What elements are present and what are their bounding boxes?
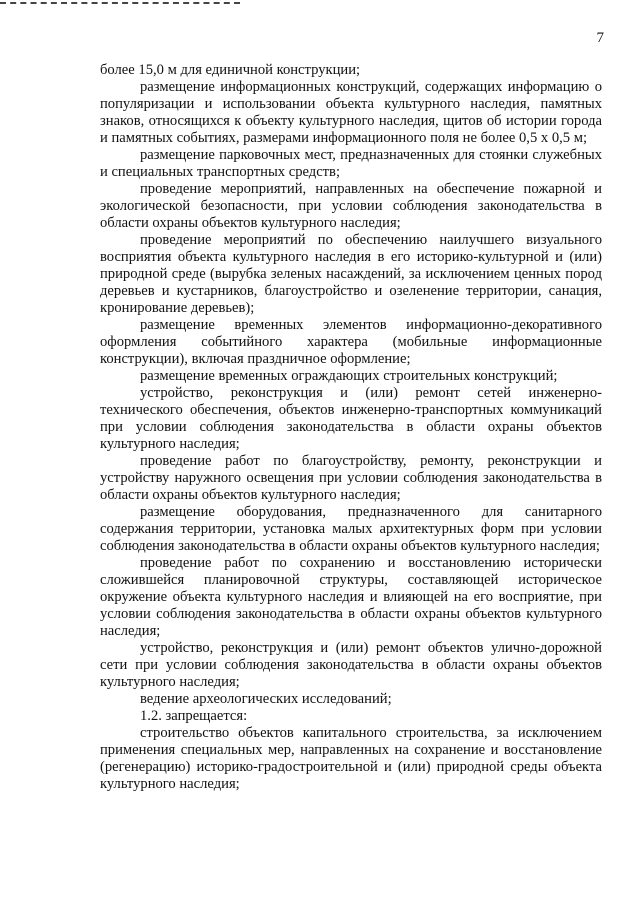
paragraph: размещение оборудования, предназначенного для санитарного содержания территории, установка малых архитектурных форм при условии соблюдения законодательства в области охраны объектов культурного наследия; <box>100 504 602 554</box>
page-number: 7 <box>596 30 604 46</box>
paragraph: проведение мероприятий, направленных на обеспечение пожарной и экологической безопасности, при условии соблюдения законодательства в области охраны объектов культурного наследия; <box>100 181 602 231</box>
paragraph: устройство, реконструкция и (или) ремонт сетей инженерно-технического обеспечения, объектов инженерно-транспортных коммуникаций при условии соблюдения законодательства в области охраны объектов культурного наследия; <box>100 385 602 452</box>
paragraph: строительство объектов капитального строительства, за исключением применения специальных мер, направленных на сохранение и восстановление (регенерацию) историко-градостроительной и (или) природной среды объекта культурного наследия; <box>100 725 602 792</box>
section-heading: 1.2. запрещается: <box>140 708 248 724</box>
paragraph: ведение археологических исследований; <box>140 691 392 707</box>
paragraph: проведение мероприятий по обеспечению наилучшего визуального восприятия объекта культурного наследия в его историко-культурной и (или) природной среде (вырубка зеленых насаждений, за исключением ценных пород деревьев и кустарников, благоустройство и озеленение территории, санация, кронирование деревьев); <box>100 232 602 316</box>
paragraph: размещение информационных конструкций, содержащих информацию о популяризации и использовании объекта культурного наследия, памятных знаков, относящихся к объекту культурного наследия, щитов об истории города и памятных событиях, размерами информационного поля не более 0,5 х 0,5 м; <box>100 79 602 146</box>
paragraph: устройство, реконструкция и (или) ремонт объектов улично-дорожной сети при условии соблюдения законодательства в области охраны объектов культурного наследия; <box>100 640 602 690</box>
paragraph: размещение парковочных мест, предназначенных для стоянки служебных и специальных транспортных средств; <box>100 147 602 180</box>
document-body <box>100 62 602 793</box>
paragraph: проведение работ по благоустройству, ремонту, реконструкции и устройству наружного освещения при условии соблюдения законодательства в области охраны объектов культурного наследия; <box>100 453 602 503</box>
top-scan-rule <box>0 2 240 4</box>
paragraph: размещение временных элементов информационно-декоративного оформления событийного характера (мобильные информационные конструкции), включая праздничное оформление; <box>100 317 602 367</box>
paragraph: проведение работ по сохранению и восстановлению исторически сложившейся планировочной структуры, составляющей историческое окружение объекта культурного наследия и влияющей на его восприятие, при условии соблюдения законодательства в области охраны объектов культурного наследия; <box>100 555 602 639</box>
paragraph: размещение временных ограждающих строительных конструкций; <box>140 368 558 384</box>
paragraph: более 15,0 м для единичной конструкции; <box>100 62 361 78</box>
